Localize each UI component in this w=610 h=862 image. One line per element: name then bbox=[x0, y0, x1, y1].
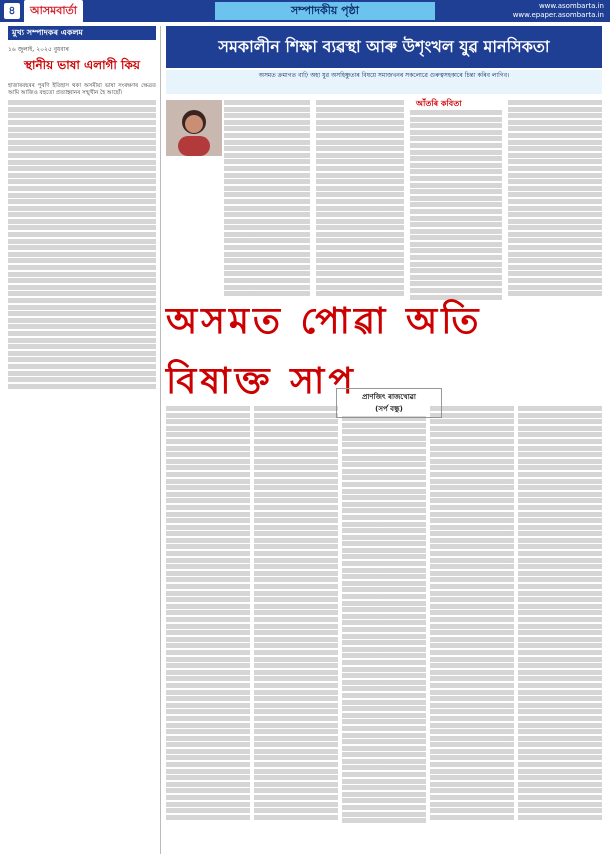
section-title: সম্পাদকীয় পৃষ্ঠা bbox=[215, 2, 435, 20]
article-col-2 bbox=[254, 406, 338, 846]
article-byline bbox=[336, 388, 442, 418]
site-link-2[interactable]: www.epaper.asombarta.in bbox=[512, 11, 604, 19]
site-links bbox=[513, 2, 604, 20]
left-column bbox=[8, 26, 156, 854]
editorial-col-3 bbox=[410, 110, 502, 310]
editorial-col-1 bbox=[224, 100, 310, 310]
author-photo bbox=[166, 100, 222, 156]
column-date: ১৬ জুলাই, ২০২৫ বুধবাৰ bbox=[8, 46, 69, 53]
top-bar bbox=[0, 0, 610, 22]
article-col-4 bbox=[430, 406, 514, 846]
editorial-subhead: অসমত ক্ৰমাগত বাঢ়ি অহা যুৱ অসহিষ্ণুতাৰ বিষয়ে সমাজখনৰ সকলোৱে গুৰুত্বসহকাৰে চিন্তা কৰিব লাগিব। bbox=[166, 70, 602, 94]
site-link-1[interactable]: www.asombarta.in bbox=[538, 2, 604, 10]
article-headline: অসমত পোৱা অতি বিষাক্ত সাপ bbox=[166, 301, 483, 402]
poem-title: আঁতৰি কবিতা bbox=[416, 99, 462, 108]
page-number: ৪ bbox=[4, 3, 20, 19]
newspaper-logo: আসমবাৰ্তা bbox=[24, 0, 83, 23]
byline-role: (সৰ্প বন্ধু) bbox=[375, 405, 403, 413]
left-column-lines bbox=[8, 100, 156, 389]
left-column-header: মুখ্য সম্পাদকৰ একলম bbox=[8, 26, 156, 40]
column-divider bbox=[160, 26, 161, 854]
article-col-5 bbox=[518, 406, 602, 846]
article-col-3 bbox=[342, 416, 426, 846]
left-column-text: হাজাৰবছৰৰ পুৰণি ইতিহাস থকা অসমীয়া ভাষা সংৰক্ষণৰ ক্ষেত্ৰত আমি আজিও বহুতো প্ৰত্যাহ্বানৰ সন্মুখীন হৈ আছোঁ। bbox=[8, 83, 156, 96]
byline-name: প্ৰাণজিৎ ৰাজখোৱা bbox=[362, 393, 416, 401]
editorial-banner: সমকালীন শিক্ষা ব্যৱস্থা আৰু উশৃংখল যুৱ মানসিকতা bbox=[166, 26, 602, 68]
left-column-title: স্থানীয় ভাষা এলাগী কিয় bbox=[24, 58, 140, 72]
article-col-1 bbox=[166, 406, 250, 846]
author-portrait-icon bbox=[166, 100, 222, 156]
editorial-col-4 bbox=[508, 100, 602, 310]
editorial-col-2 bbox=[316, 100, 404, 310]
main-area bbox=[166, 26, 602, 854]
